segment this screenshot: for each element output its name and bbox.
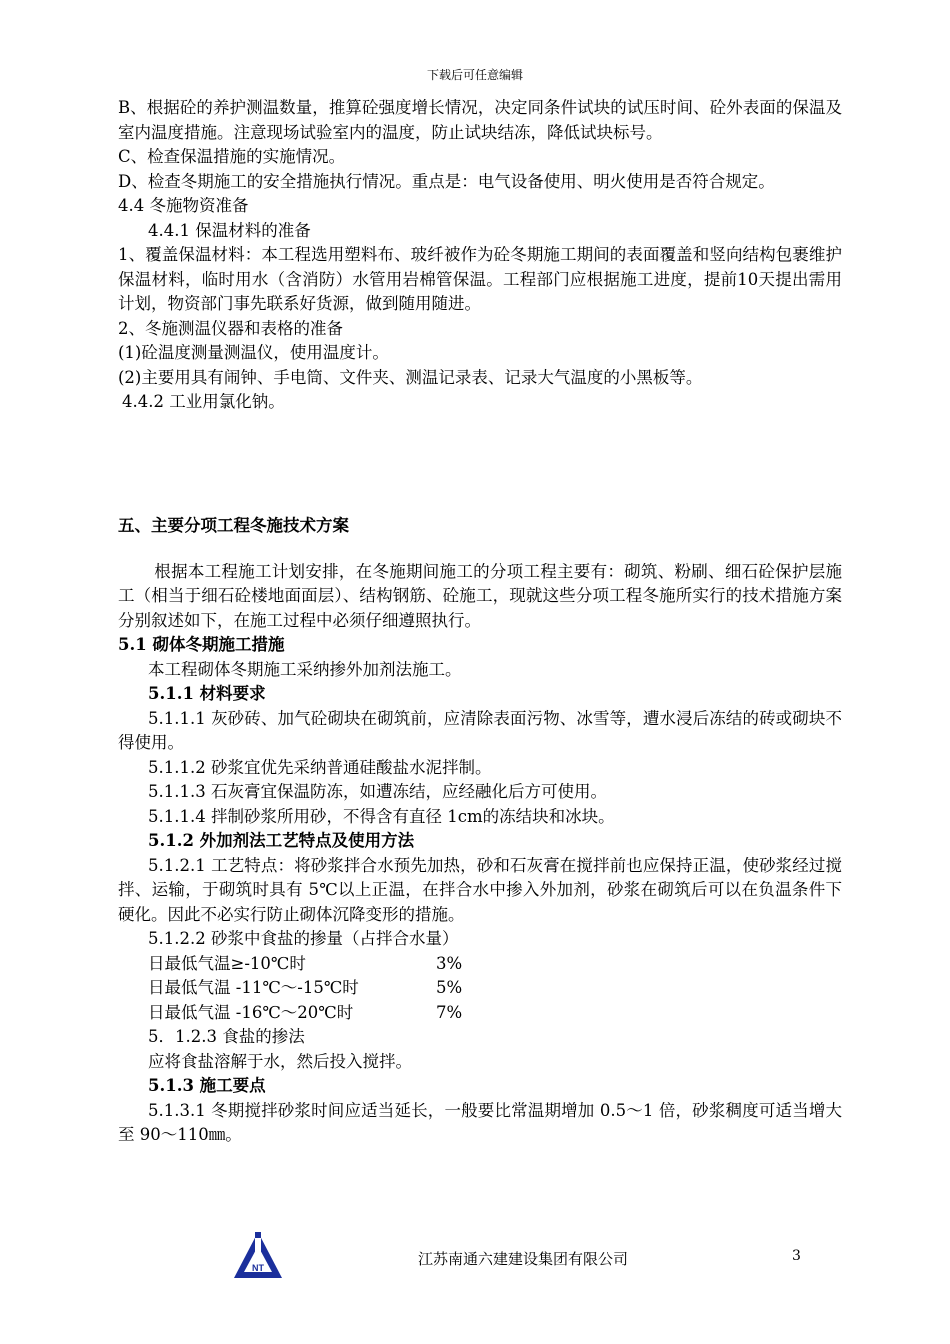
paragraph-5-1-2-2: 5.1.2.2 砂浆中食盐的掺量（占拌合水量） xyxy=(148,929,459,948)
paragraph-5-1-1-3: 5.1.1.3 石灰膏宜保温防冻，如遭冻结，应经融化后方可使用。 xyxy=(148,782,607,801)
paragraph-5-1: 本工程砌体冬期施工采纳掺外加剂法施工。 xyxy=(148,659,462,679)
company-name: 江苏南通六建建设集团有限公司 xyxy=(418,1250,629,1268)
paragraph-5-1-1-2: 5.1.1.2 砂浆宜优先采纳普通硅酸盐水泥拌制。 xyxy=(148,757,492,777)
salt-condition: 日最低气温 -11℃～-15℃时 xyxy=(148,978,359,997)
section-5-1-2-heading: 5.1.2 外加剂法工艺特点及使用方法 xyxy=(148,831,415,850)
paragraph-2-1: (1)砼温度测量测温仪，使用温度计。 xyxy=(118,343,389,362)
paragraph-2-2: (2)主要用具有闹钟、手电筒、文件夹、测温记录表、记录大气温度的小黑板等。 xyxy=(118,367,703,387)
salt-value: 7% xyxy=(436,1002,463,1022)
salt-condition: 日最低气温 -16℃～20℃时 xyxy=(148,1002,354,1022)
page-header: 下载后可任意编辑 xyxy=(426,68,523,82)
salt-condition: 日最低气温≥-10℃时 xyxy=(148,953,306,973)
paragraph-2: 2、冬施测温仪器和表格的准备 xyxy=(118,318,343,338)
salt-value: 3% xyxy=(436,953,463,973)
paragraph-b: B、根据砼的养护测温数量，推算砼强度增长情况，决定同条件试块的试压时间、砼外表面的保温及室内温度措施。注意现场试验室内的温度，防止试块结冻，降低试块标号。 xyxy=(118,98,842,142)
paragraph-d: D、检查冬期施工的安全措施执行情况。重点是：电气设备使用、明火使用是否符合规定。 xyxy=(118,171,775,191)
svg-text:NT: NT xyxy=(252,1263,264,1273)
paragraph-5-1-1-1: 5.1.1.1 灰砂砖、加气砼砌块在砌筑前，应清除表面污物、冰雪等，遭水浸后冻结的砖或砌块不得使用。 xyxy=(118,708,842,752)
salt-row xyxy=(118,976,842,1001)
paragraph-5-1-3-1: 5.1.3.1 冬期搅拌砂浆时间应适当延长，一般要比常温期增加 0.5～1 倍，砂浆稠度可适当增大至 90～110㎜。 xyxy=(118,1100,842,1144)
salt-value: 5% xyxy=(436,978,463,997)
salt-row xyxy=(118,952,842,977)
intro-paragraph: 根据本工程施工计划安排，在冬施期间施工的分项工程主要有：砌筑、粉刷、细石砼保护层施工（相当于细石砼楼地面面层）、结构钢筋、砼施工，现就这些分项工程冬施所实行的技术措施方案分别叙述如下，在施工过程中必须仔细遵照执行。 xyxy=(118,561,842,630)
page-number: 3 xyxy=(792,1248,801,1264)
section-4-4-2-heading: 4.4.2 工业用氯化钠。 xyxy=(122,392,285,411)
section-5-1-1-heading: 5.1.1 材料要求 xyxy=(148,684,266,703)
section-5-1-3-heading: 5.1.3 施工要点 xyxy=(148,1076,266,1095)
paragraph-5-1-2-3-body: 应将食盐溶解于水，然后投入搅拌。 xyxy=(148,1051,412,1071)
salt-row xyxy=(118,1001,842,1026)
page-footer xyxy=(0,1230,950,1290)
section-4-4-heading: 4.4 冬施物资准备 xyxy=(118,196,249,215)
paragraph-c: C、检查保温措施的实施情况。 xyxy=(118,147,346,166)
paragraph-1: 1、覆盖保温材料：本工程选用塑料布、玻纤被作为砼冬期施工期间的表面覆盖和竖向结构包裹维护保温材料，临时用水（含消防）水管用岩棉管保温。工程部门应根据施工进度，提前10天提出需用计划，物资部门事先联系好货源，做到随用随进。 xyxy=(118,245,842,313)
chapter-5-heading: 五、主要分项工程冬施技术方案 xyxy=(118,515,349,535)
paragraph-5-1-2-1: 5.1.2.1 工艺特点：将砂浆拌合水预先加热，砂和石灰膏在搅拌前也应保持正温，使砂浆经过搅拌、运输，于砌筑时具有 5℃以上正温，在拌合水中掺入外加剂，砂浆在砌筑后可以在负温条件下硬化。因此不必实行防止砌体沉降变形的措施。 xyxy=(118,855,842,924)
company-logo xyxy=(232,1230,284,1280)
paragraph-5-1-1-4: 5.1.1.4 拌制砂浆所用砂，不得含有直径 1cm的冻结块和冰块。 xyxy=(148,806,615,826)
section-4-4-1-heading: 4.4.1 保温材料的准备 xyxy=(148,220,311,240)
paragraph-5-1-2-3: 5．1.2.3 食盐的掺法 xyxy=(148,1027,305,1046)
document-body xyxy=(118,96,842,1148)
section-5-1-heading: 5.1 砌体冬期施工措施 xyxy=(118,635,285,654)
